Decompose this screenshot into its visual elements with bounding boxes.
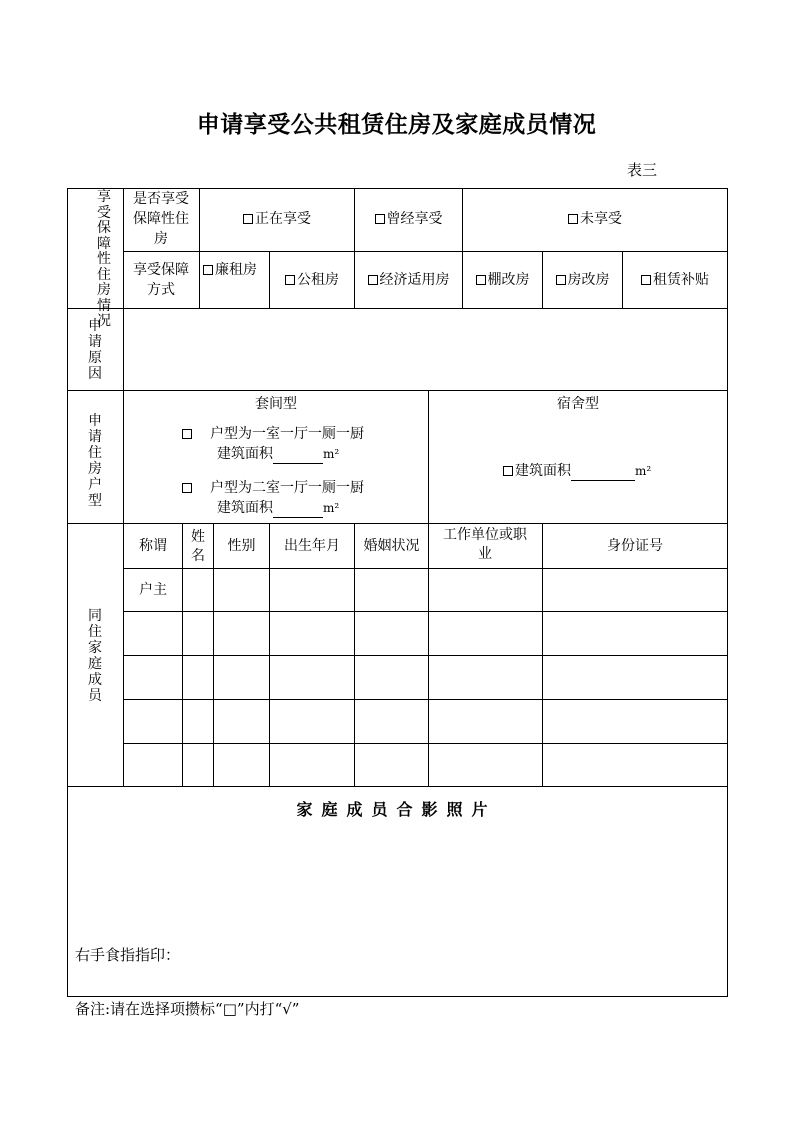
opt-housing-reform[interactable]: 房改房 (543, 270, 622, 290)
fingerprint-label: 右手食指指印： (75, 946, 181, 964)
q1-label: 是否享受保障性住房 (133, 191, 189, 247)
photo-area[interactable] (68, 822, 727, 942)
checkbox[interactable] (182, 483, 192, 493)
table-border-right (727, 188, 728, 997)
member-cell[interactable] (429, 612, 542, 655)
col-header-employer: 工作单位或职业 (443, 527, 527, 562)
member-cell[interactable] (124, 700, 182, 743)
checkbox[interactable] (476, 275, 486, 285)
member-cell[interactable] (543, 612, 727, 655)
member-cell[interactable] (270, 569, 354, 611)
area-input-2[interactable] (273, 502, 323, 518)
table-border-bottom (67, 996, 728, 997)
member-cell[interactable] (355, 612, 428, 655)
suite-type-title: 套间型 (255, 396, 297, 412)
member-cell[interactable] (214, 744, 269, 785)
col-header-gender: 性别 (227, 538, 256, 554)
checkbox[interactable] (285, 275, 295, 285)
reason-input-area[interactable] (124, 309, 727, 390)
rule (199, 188, 200, 308)
member-cell[interactable] (429, 569, 542, 611)
dorm-type-title: 宿舍型 (557, 396, 599, 412)
family-photo-title: 家庭成员合影照片 (296, 800, 497, 819)
member-cell[interactable] (183, 700, 213, 743)
checkbox[interactable] (203, 265, 213, 275)
checkbox[interactable] (243, 214, 253, 224)
checkbox[interactable] (375, 214, 385, 224)
section-label-housing-status: 享受保障性住房情况 (97, 189, 111, 329)
member-cell[interactable] (183, 569, 213, 611)
checkbox[interactable] (503, 466, 513, 476)
checkbox[interactable] (556, 275, 566, 285)
rule (67, 523, 728, 524)
area-input-1[interactable] (273, 448, 323, 464)
member-cell[interactable] (270, 700, 354, 743)
suite-area-2: 建筑面积 m² (217, 500, 340, 516)
col-header-id-number: 身份证号 (607, 538, 663, 554)
opt-not-enjoyed[interactable]: 未享受 (463, 209, 727, 229)
suite-option-2[interactable]: 户型为二室一厅一厕一厨 (182, 478, 364, 498)
col-header-birth: 出生年月 (284, 538, 340, 554)
member-cell[interactable] (183, 656, 213, 699)
suite-option-1[interactable]: 户型为一室一厅一厕一厨 (182, 424, 364, 444)
member-cell[interactable] (124, 656, 182, 699)
dorm-area-input[interactable] (571, 465, 635, 481)
opt-currently-enjoying[interactable]: 正在享受 (200, 209, 354, 229)
checkbox[interactable] (182, 429, 192, 439)
dorm-area[interactable]: 建筑面积 m² (503, 461, 651, 481)
rule (462, 188, 463, 308)
member-cell[interactable] (214, 656, 269, 699)
member-cell[interactable] (183, 744, 213, 785)
member-cell[interactable] (355, 656, 428, 699)
member-cell[interactable] (270, 612, 354, 655)
member-cell[interactable] (355, 700, 428, 743)
member-cell[interactable] (355, 744, 428, 785)
checkbox[interactable] (641, 275, 651, 285)
section-label-reason: 申请原因 (88, 318, 102, 382)
opt-public-rental[interactable]: 公租房 (270, 270, 354, 290)
member-cell[interactable] (183, 612, 213, 655)
member-cell[interactable] (214, 612, 269, 655)
table-row-head-relation: 户主 (139, 582, 167, 598)
opt-rent-subsidy[interactable]: 租赁补贴 (623, 270, 727, 290)
member-cell[interactable] (429, 700, 542, 743)
opt-affordable-housing[interactable]: 经济适用房 (355, 270, 462, 290)
checkbox[interactable] (568, 214, 578, 224)
member-cell[interactable] (270, 744, 354, 785)
member-cell[interactable] (429, 744, 542, 785)
checkbox[interactable] (368, 275, 378, 285)
opt-low-rent-housing[interactable]: 廉租房 (202, 260, 258, 280)
member-cell[interactable] (214, 569, 269, 611)
opt-previously-enjoyed[interactable]: 曾经享受 (355, 209, 462, 229)
rule (354, 188, 355, 308)
member-cell[interactable] (355, 569, 428, 611)
member-cell[interactable] (543, 744, 727, 785)
q2-label: 享受保障方式 (133, 262, 189, 298)
section-label-housing-type: 申请住房户型 (88, 413, 102, 509)
member-cell[interactable] (543, 656, 727, 699)
col-header-marital: 婚姻状况 (363, 538, 420, 554)
member-cell[interactable] (543, 569, 727, 611)
document-title: 申请享受公共租赁住房及家庭成员情况 (196, 112, 597, 138)
rule (123, 251, 728, 252)
footnote: 备注:请在选择项攒标“□”内打“√” (75, 1000, 300, 1018)
suite-area-1: 建筑面积 m² (217, 446, 340, 462)
section-label-household-members: 同住家庭成员 (88, 608, 102, 704)
member-cell[interactable] (124, 612, 182, 655)
col-header-name: 姓名 (191, 529, 205, 564)
member-cell[interactable] (543, 700, 727, 743)
table-number: 表三 (627, 161, 658, 179)
member-cell[interactable] (429, 656, 542, 699)
opt-shanty-renovation[interactable]: 棚改房 (463, 270, 542, 290)
member-cell[interactable] (124, 744, 182, 785)
rule (67, 390, 728, 391)
member-cell[interactable] (214, 700, 269, 743)
member-cell[interactable] (270, 656, 354, 699)
col-header-relation: 称谓 (139, 538, 167, 554)
rule (67, 786, 728, 787)
